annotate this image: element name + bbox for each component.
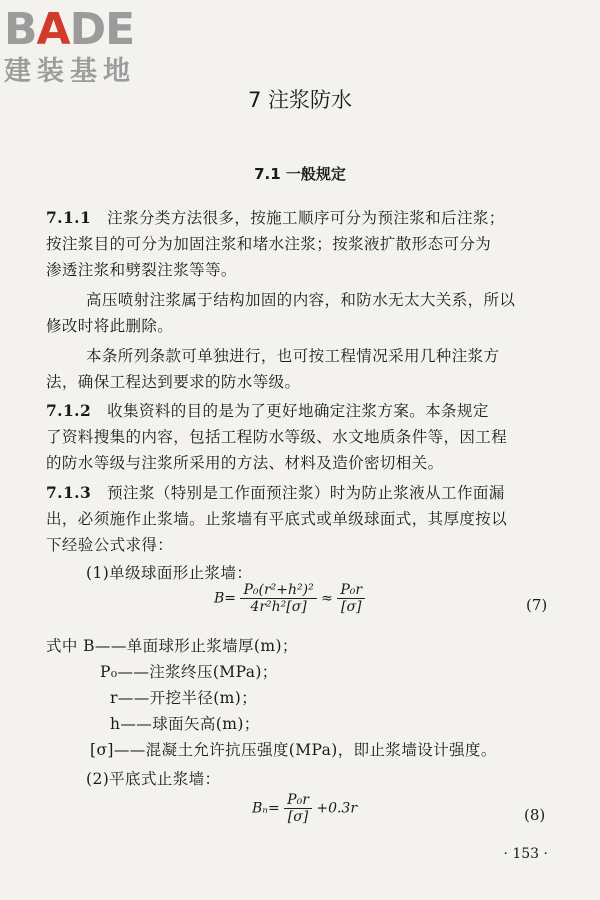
text-line: 高压喷射注浆属于结构加固的内容，和防水无太大关系，所以 [86,291,516,309]
page-number: · 153 · [503,846,548,862]
equation-8: Bₙ= $\frac{\text{P₀r}}{[\sigma]}$ +0.3r [252,792,358,825]
section-title: 7.1 一般规定 [254,165,346,183]
definition: 式中 B——单面球形止浆墙厚(m)； [46,637,298,655]
item-heading: (1)单级球面形止浆墙： [86,564,253,582]
equation-number: (7) [526,596,548,614]
text-line: 下经验公式求得： [46,536,174,554]
fraction: $\frac{\text{P₀r}}{[\sigma]}$ [337,582,365,615]
text-line: 的防水等级与注浆所采用的方法、材料及造价密切相关。 [46,454,444,472]
para-7-1-3: 7.1.3 预注浆（特别是工作面预注浆）时为防止浆液从工作面漏 [46,483,505,502]
text-line: 了资料搜集的内容，包括工程防水等级、水文地质条件等，因工程 [46,428,508,446]
text-line: 法，确保工程达到要求的防水等级。 [46,373,301,391]
text-line: 修改时将此删除。 [46,317,174,335]
item-heading: (2)平底式止浆墙： [86,770,221,788]
definition: r——开挖半径(m)； [110,689,258,707]
fraction: $\frac{\text{P₀r}}{[\sigma]}$ [284,792,312,825]
definition: h——球面矢高(m)； [110,715,260,733]
chapter-title: 7 注浆防水 [247,88,353,112]
logo [4,6,174,88]
equation-7: B= $\frac{\text{P₀(r²+h²)²}}{\text{4r²h²[σ]}}$ ≈ $\frac{\text{P₀r}}{[\sigma]}$ [214,582,365,615]
para-7-1-1: 7.1.1 注浆分类方法很多，按施工顺序可分为预注浆和后注浆； [46,208,505,227]
definition: P₀——注浆终压(MPa)； [100,663,278,681]
fraction: $\frac{\text{P₀(r²+h²)²}}{\text{4r²h²[σ]}}$ [240,582,316,615]
para-7-1-2: 7.1.2 收集资料的目的是为了更好地确定注浆方案。本条规定 [46,401,489,420]
logo-subtitle: 建装基地 [4,56,136,87]
equation-number: (8) [524,806,546,824]
logo-wordmark: BADE [4,4,135,55]
text-line: 出，必须施作止浆墙。止浆墙有平底式或单级球面式，其厚度按以 [46,510,508,528]
text-line: 按注浆目的可分为加固注浆和堵水注浆；按浆液扩散形态可分为 [46,235,492,253]
text-line: 渗透注浆和劈裂注浆等等。 [46,261,237,279]
text-line: 本条所列条款可单独进行，也可按工程情况采用几种注浆方 [86,347,500,365]
definition: [σ]——混凝土允许抗压强度(MPa)，即止浆墙设计强度。 [90,741,497,759]
